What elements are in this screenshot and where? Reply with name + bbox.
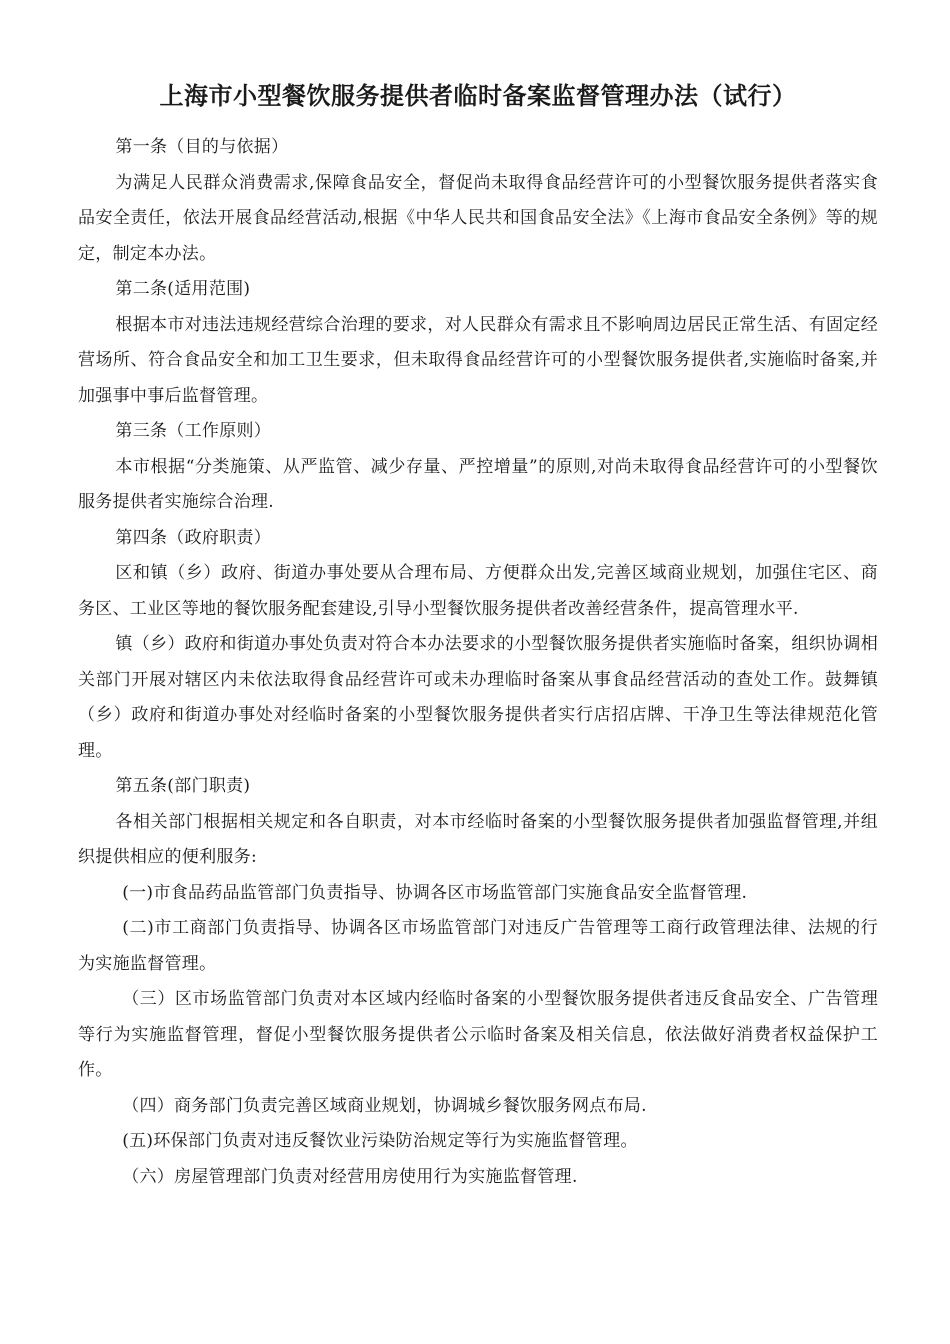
article-heading: 第二条(适用范围) xyxy=(115,279,251,299)
list-item: （三）区市场监管部门负责对本区域内经临时备案的小型餐饮服务提供者违反食品安全、广告管理等行为实施监督管理，督促小型餐饮服务提供者公示临时备案及相关信息，依法做好消费者权益保护工作。 xyxy=(78,989,878,1080)
article-heading: 第三条（工作原则） xyxy=(115,421,272,441)
list-item: (一)市食品药品监管部门负责指导、协调各区市场监管部门实施食品安全监督管理. xyxy=(122,882,748,903)
document-title: 上海市小型餐饮服务提供者临时备案监督管理办法（试行） xyxy=(159,82,797,110)
list-item: （四）商务部门负责完善区域商业规划，协调城乡餐饮服务网点布局. xyxy=(122,1095,647,1116)
paragraph: 本市根据“分类施策、从严监管、减少存量、严控增量”的原则,对尚未取得食品经营许可的小型餐饮服务提供者实施综合治理. xyxy=(78,456,878,512)
article-heading: 第五条(部门职责) xyxy=(115,776,251,796)
list-item: （六）房屋管理部门负责对经营用房使用行为实施监督管理. xyxy=(122,1166,578,1187)
paragraph: 根据本市对违法违规经营综合治理的要求，对人民群众有需求且不影响周边居民正常生活、有固定经营场所、符合食品安全和加工卫生要求，但未取得食品经营许可的小型餐饮服务提供者,实施临时备案,并加强事中事后监督管理。 xyxy=(78,314,878,406)
paragraph: 为满足人民群众消费需求,保障食品安全，督促尚未取得食品经营许可的小型餐饮服务提供者落实食品安全责任，依法开展食品经营活动,根据《中华人民共和国食品安全法》《上海市食品安全条例》等的规定，制定本办法。 xyxy=(78,172,878,264)
document-body xyxy=(78,130,878,1195)
list-item: (二)市工商部门负责指导、协调各区市场监管部门对违反广告管理等工商行政管理法律、法规的行为实施监督管理。 xyxy=(78,918,878,974)
list-item: (五)环保部门负责对违反餐饮业污染防治规定等行为实施监督管理。 xyxy=(122,1131,638,1151)
article-heading: 第四条（政府职责） xyxy=(115,527,272,548)
paragraph: 各相关部门根据相关规定和各自职责，对本市经临时备案的小型餐饮服务提供者加强监督管理,并组织提供相应的便利服务: xyxy=(78,811,878,867)
article-heading: 第一条（目的与依据） xyxy=(115,137,289,157)
paragraph: 区和镇（乡）政府、街道办事处要从合理布局、方便群众出发,完善区域商业规划，加强住宅区、商务区、工业区等地的餐饮服务配套建设,引导小型餐饮服务提供者改善经营条件，提高管理水平. xyxy=(78,563,878,619)
paragraph: 镇（乡）政府和街道办事处负责对符合本办法要求的小型餐饮服务提供者实施临时备案，组织协调相关部门开展对辖区内未依法取得食品经营许可或未办理临时备案从事食品经营活动的查处工作。鼓舞镇（乡）政府和街道办事处对经临时备案的小型餐饮服务提供者实行店招店牌、干净卫生等法律规范化管理。 xyxy=(78,634,878,761)
